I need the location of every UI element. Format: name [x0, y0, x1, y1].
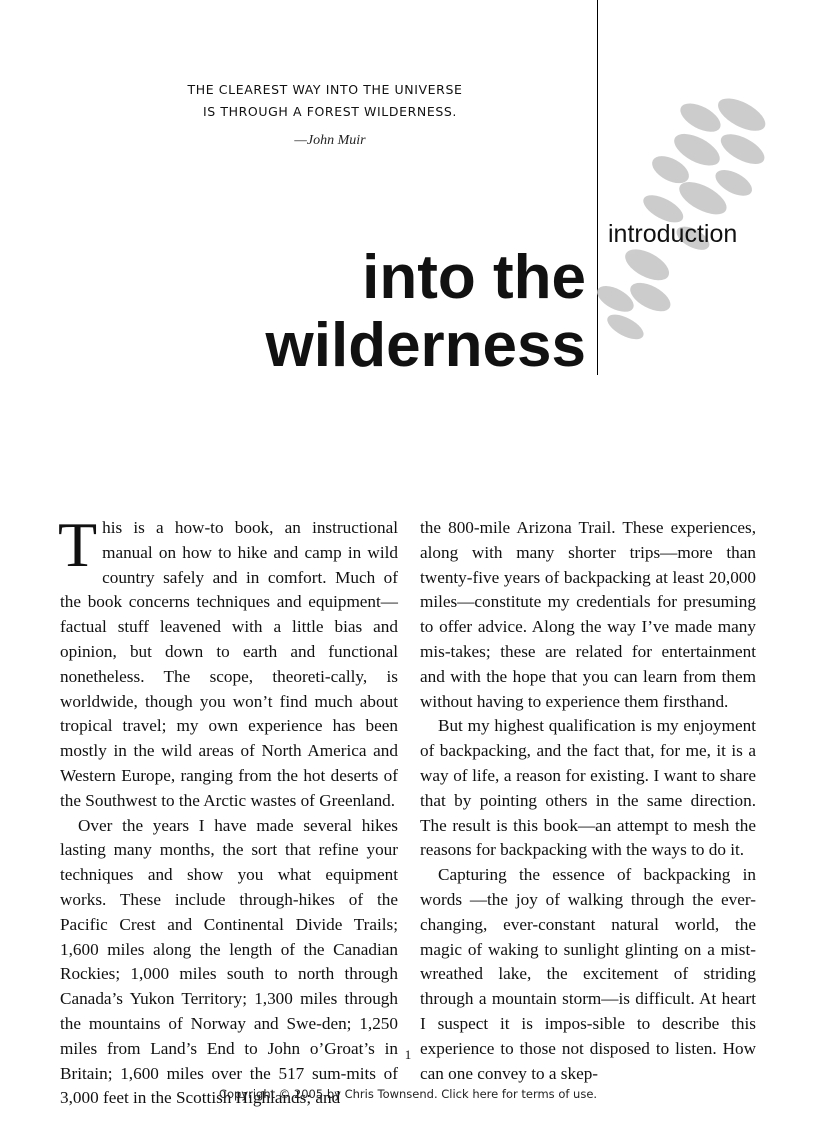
chapter-label: introduction	[608, 220, 738, 248]
body-column-right	[420, 516, 756, 1086]
drop-cap: T	[58, 509, 98, 580]
epigraph-line-2: IS THROUGH A FOREST WILDERNESS.	[203, 104, 457, 119]
paragraph: But my highest qualification is my enjoyment of backpacking, and the fact that, for me, it is a way of life, a reason for existing. I want to share that by pointing others in the same direction. The result is this book—an attempt to mesh the reasons for backpacking with the ways to do it.	[420, 716, 756, 860]
paragraph-text: his is a how-to book, an instructional manual on how to hike and camp in wild country safely and in comfort. Much of the book concerns techniques and equipment—factual stuff leavened with a little bias and opinion, but down to earth and functional nonetheless. The scope, theoreti-cally, is worldwide, though you won’t find much about tropical travel; my own experience has been mostly in the wild areas of North America and Western Europe, ranging from the hot deserts of the Southwest to the Arctic wastes of Greenland.	[60, 518, 398, 810]
chapter-title-line-1: into the	[362, 243, 586, 312]
paragraph: Over the years I have made several hikes lasting many months, the sort that refine your techniques and show you what equipment works. These include through-hikes of the Pacific Crest and Continental Divide Trails; 1,600 miles along the length of the Canadian Rockies; 1,000 miles south to north through Canada’s Yukon Territory; 1,300 miles through the mountains of Norway and Swe-den; 1,250 miles from Land’s End to John o’Groat’s in Britain; 1,600 miles over the 517 sum-mits of 3,000 feet in the Scottish Highlands; and	[60, 815, 398, 1108]
copyright-link[interactable]: Copyright © 2005 by Chris Townsend. Click here for terms of use.	[218, 1087, 598, 1101]
body-column-left	[58, 509, 398, 1111]
page-number: 1	[404, 1047, 412, 1062]
chapter-title-line-2: wilderness	[265, 311, 586, 380]
paragraph: Capturing the essence of backpacking in words —the joy of walking through the ever-changing, ever-constant natural world, the magic of waking to sunlight glinting on a mist-wreathed lake, the excitement of striding through a mountain storm—is difficult. At heart I suspect it is impos-sible to describe this experience to those not disposed to listen. How can one convey to a skep-	[420, 865, 756, 1083]
epigraph-attribution: —John Muir	[294, 133, 366, 148]
paragraph: the 800-mile Arizona Trail. These experiences, along with many shorter trips—more than twenty-five years of backpacking at least 20,000 miles—constitute my credentials for presuming to offer advice. Along the way I’ve made many mis-takes; these are related for entertainment and with the hope that you can learn from them without having to experience them firsthand.	[420, 518, 756, 711]
epigraph-line-1: THE CLEAREST WAY INTO THE UNIVERSE	[187, 82, 463, 97]
paragraph	[58, 509, 398, 814]
